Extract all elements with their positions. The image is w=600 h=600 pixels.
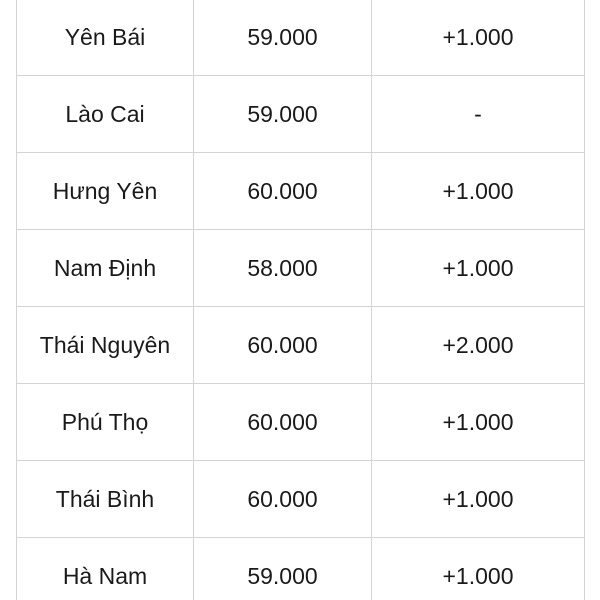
- table-row: [17, 307, 585, 384]
- price-cell: 60.000: [194, 153, 372, 230]
- table-row: [17, 76, 585, 153]
- province-cell: Hà Nam: [17, 538, 194, 600]
- price-table: [16, 0, 585, 600]
- province-cell: Yên Bái: [17, 0, 194, 76]
- province-cell: Hưng Yên: [17, 153, 194, 230]
- change-cell: +1.000: [372, 384, 585, 461]
- province-cell: Thái Bình: [17, 461, 194, 538]
- province-cell: Lào Cai: [17, 76, 194, 153]
- price-cell: 60.000: [194, 461, 372, 538]
- price-cell: 59.000: [194, 76, 372, 153]
- price-cell: 60.000: [194, 384, 372, 461]
- table-row: [17, 0, 585, 76]
- province-cell: Thái Nguyên: [17, 307, 194, 384]
- price-cell: 60.000: [194, 307, 372, 384]
- table-row: [17, 538, 585, 600]
- table-row: [17, 461, 585, 538]
- province-cell: Phú Thọ: [17, 384, 194, 461]
- change-cell: -: [372, 76, 585, 153]
- change-cell: +1.000: [372, 538, 585, 600]
- table-row: [17, 153, 585, 230]
- change-cell: +1.000: [372, 0, 585, 76]
- table-row: [17, 384, 585, 461]
- change-cell: +2.000: [372, 307, 585, 384]
- change-cell: +1.000: [372, 230, 585, 307]
- price-cell: 59.000: [194, 538, 372, 600]
- change-cell: +1.000: [372, 153, 585, 230]
- price-cell: 59.000: [194, 0, 372, 76]
- table-row: [17, 230, 585, 307]
- price-cell: 58.000: [194, 230, 372, 307]
- province-cell: Nam Định: [17, 230, 194, 307]
- change-cell: +1.000: [372, 461, 585, 538]
